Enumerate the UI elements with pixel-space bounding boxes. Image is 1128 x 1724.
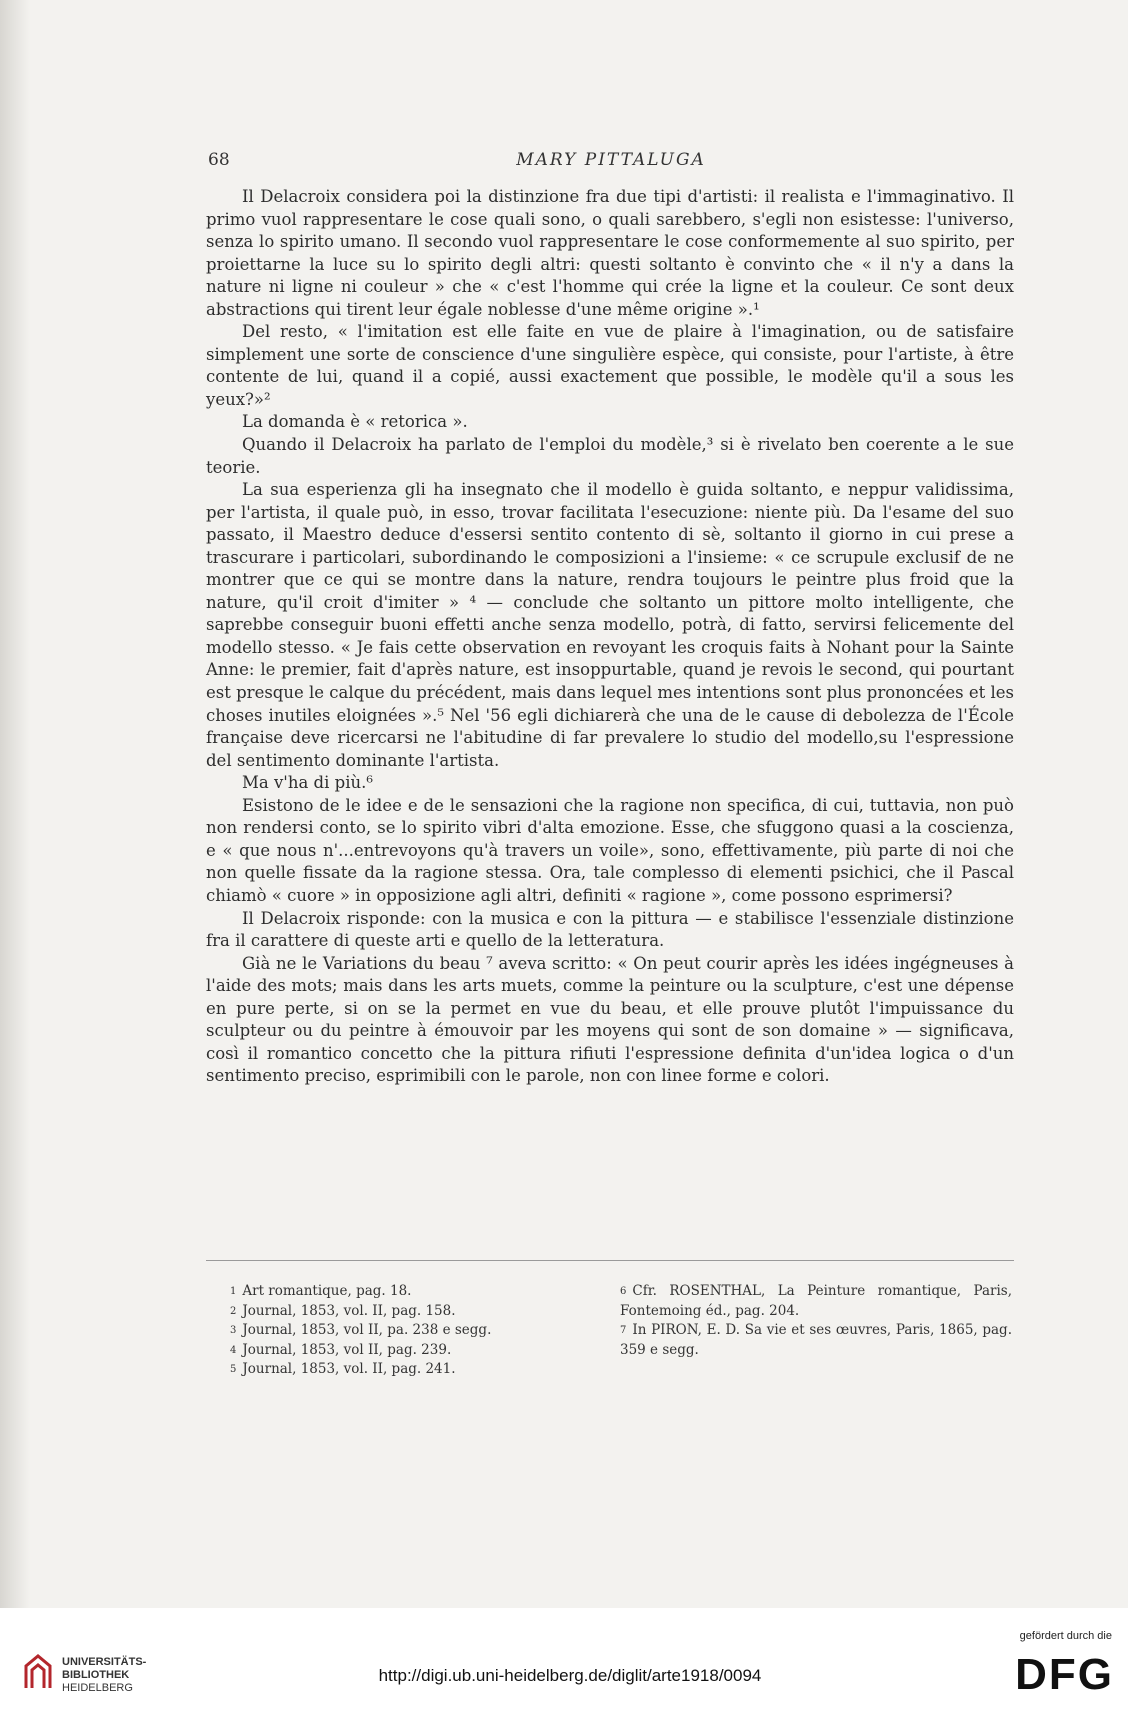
library-logo-icon: [22, 1652, 52, 1692]
footnote: [620, 1282, 1012, 1321]
footnote-number: 3: [230, 1325, 237, 1336]
paragraph-2: Del resto, « l'imitation est elle faite en vue de plaire à l'imagination, ou de satisfaire simplement une sorte de conscience d'une singulière espèce, qui consiste, pour l'artiste, à être contente de lui, quand il a copié, aussi exactement que possible, le modèle qu'il a sous les yeux?»²: [206, 322, 1014, 409]
paragraph-6: Ma v'ha di più.⁶: [242, 773, 373, 793]
footnote-number: 1: [230, 1286, 237, 1297]
footnote-rule: [206, 1260, 1014, 1261]
paragraph-9: Già ne le Variations du beau ⁷ aveva scritto: « On peut courir après les idées ingégneuses à l'aide des mots; mais dans les arts muets, comme la peinture ou la sculpture, c'est une dépense en pure perte, si on se la permet en vue du beau, et elle prouve plutôt l'impuissance du sculpteur ou du peintre à émouvoir par les moyens qui sont de son domaine » — significava, così il romantico concetto che la pittura rifiuti l'espressione definita d'un'idea logica o d'un sentimento preciso, esprimibili con le parole, non con linee forme e colori.: [206, 953, 1014, 1086]
footnote-number: 6: [620, 1286, 627, 1297]
running-title: MARY PITTALUGA: [516, 150, 706, 170]
footnote-text: Cfr. ROSENTHAL, La Peinture romantique, Paris, Fontemoing éd., pag. 204.: [620, 1283, 1012, 1319]
body-text: [206, 186, 1014, 1088]
footnote-number: 4: [230, 1344, 237, 1356]
library-name: [62, 1656, 146, 1695]
footnote-text: Art romantique, pag. 18.: [242, 1283, 412, 1299]
footnote-number: 2: [230, 1305, 237, 1317]
footnotes-left: [230, 1282, 590, 1380]
library-name-line: BIBLIOTHEK: [62, 1669, 130, 1681]
paragraph-3: La domanda è « retorica ».: [242, 412, 468, 432]
footnote-number: 7: [620, 1325, 627, 1336]
footnote: [230, 1321, 590, 1341]
paragraph-1: Il Delacroix considera poi la distinzione fra due tipi d'artisti: il realista e l'immaginativo. Il primo vuol rappresentare le cose quali sono, o quali sarebbero, s'egli non esistesse: l'universo, senza lo spirito umano. Il secondo vuol rappresentare le cose conformemente al suo spirito, per proiettarne la luce su lo spirito degli altri: questi soltanto è convinto che « il n'y a dans la nature ni ligne ni couleur » che « c'est l'homme qui crée la ligne et la couleur. Ce sont deux abstractions qui tirent leur égale noblesse d'une même origine ».¹: [206, 187, 1014, 319]
footnote-text: Journal, 1853, vol. II, pag. 241.: [242, 1361, 456, 1377]
paragraph-7: Esistono de le idee e de le sensazioni che la ragione non specifica, di cui, tuttavia, non può non rendersi conto, se lo spirito vibri d'alta emozione. Esse, che sfuggono quasi a la coscienza, e « que nous n'...entrevoyons qu'à travers un voile», sono, effettivamente, più parte di noi che non quelle fissate da la ragione stessa. Ora, tale complesso di elementi psichici, che il Pascal chiamò « cuore » in opposizione agli altri, definiti « ragione », come possono esprimersi?: [206, 795, 1014, 905]
footnote-text: Journal, 1853, vol II, pag. 239.: [242, 1341, 452, 1358]
paragraph-5: La sua esperienza gli ha insegnato che il modello è guida soltanto, e neppur validissima, per l'artista, il quale può, in esso, trovar facilitata l'esecuzione: niente più. Da l'esame del suo passato, il Maestro deduce d'essersi sentito contento di sè, soltanto il giorno in cui prese a trascurare i particolari, subordinando le composizioni a l'insieme: « ce scrupule exclusif de ne montrer que ce qui se montre dans la nature, rendra toujours le peintre plus froid que la nature, qu'il croit d'imiter » ⁴ — conclude che soltanto un pittore molto intelligente, che saprebbe conseguir buoni effetti anche senza modello, potrà, di fatto, servirsi felicemente del modello stesso. « Je fais cette observation en revoyant les croquis faits à Nohant pour la Sainte Anne: le premier, fait d'après nature, est insoppurtable, quand je revois le second, qui pourtant est presque le calque du précédent, mais dans lequel mes intentions sont plus prononcées et les choses inutiles eloignées ».⁵ Nel '56 egli dichiarerà che una de le cause di debolezza de l'École française deve ricercarsi ne l'abitudine di far prevalere lo studio del modello,su l'espressione del sentimento dominante l'artista.: [206, 480, 1014, 770]
footnote-text: In PIRON, E. D. Sa vie et ses œuvres, Paris, 1865, pag. 359 e segg.: [620, 1322, 1012, 1358]
paragraph-4: Quando il Delacroix ha parlato de l'emploi du modèle,³ si è rivelato ben coerente a le sue teorie.: [206, 435, 1014, 477]
dfg-logo: DFG: [1015, 1650, 1114, 1699]
page-number: 68: [208, 150, 230, 170]
footnote: [230, 1302, 590, 1322]
page-header: [208, 150, 1014, 176]
footnote-number: 5: [230, 1364, 237, 1375]
footnote: [230, 1360, 590, 1380]
viewer-footer: [0, 1608, 1128, 1724]
library-name-line: UNIVERSITÄTS-: [62, 1656, 147, 1668]
sponsor-text: gefördert durch die: [1019, 1630, 1112, 1642]
permalink-url[interactable]: http://digi.ub.uni-heidelberg.de/diglit/arte1918/0094: [378, 1666, 762, 1685]
footnote-text: Journal, 1853, vol. II, pag. 158.: [242, 1302, 456, 1319]
library-name-line: HEIDELBERG: [62, 1682, 133, 1694]
footnote: [230, 1341, 590, 1361]
footnote: [620, 1321, 1012, 1360]
spine-shadow: [0, 0, 30, 1608]
footnotes-right: [620, 1282, 1012, 1360]
footnote-text: Journal, 1853, vol II, pa. 238 e segg.: [242, 1322, 492, 1338]
footnote: [230, 1282, 590, 1302]
paragraph-8: Il Delacroix risponde: con la musica e con la pittura — e stabilisce l'essenziale distinzione fra il carattere di queste arti e quello de la letteratura.: [206, 908, 1014, 951]
